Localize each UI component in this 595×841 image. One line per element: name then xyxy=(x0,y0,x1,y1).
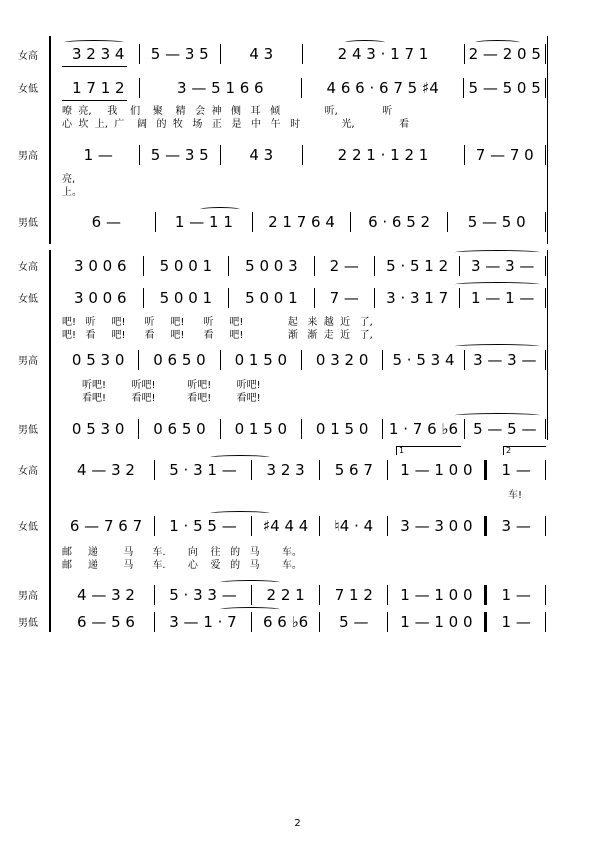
slur xyxy=(200,207,240,212)
lyric-line-1: 邮 递 马 车. 向 往 的 马 车。 xyxy=(62,547,302,558)
measure: 5 · 5 3 4 xyxy=(392,351,455,369)
volta-bracket-1: 1 xyxy=(396,446,461,455)
measure: 6 — xyxy=(91,213,121,231)
voice-label-tenor: 男高 xyxy=(18,151,38,162)
measure: 6 · 6 5 2 xyxy=(368,213,431,231)
lyric-line-1: 嘹 亮, 我 们 聚 精 会 神 侧 耳 倾 听, 听 xyxy=(62,106,393,117)
staff-tenor xyxy=(58,350,546,370)
tenor-lyric-2: 上。 xyxy=(62,187,82,198)
measure: 1 · 7 6 ♭6 xyxy=(388,420,459,438)
measure: 0 1 5 0 xyxy=(315,420,369,438)
measure: 0 1 5 0 xyxy=(234,420,288,438)
lyric-line-2: 吧! 看 吧! 看 吧! 看 吧! 渐 渐 走 近 了, xyxy=(62,330,373,341)
staff-tenor xyxy=(58,145,546,165)
lyric-line-1: 吧! 听 吧! 听 吧! 听 吧! 起 来 越 近 了, xyxy=(62,317,373,328)
measure: 6 6 ♭6 xyxy=(262,613,309,631)
measure: 1 — xyxy=(501,613,531,631)
tenor-lyric-1: 亮, xyxy=(62,174,76,185)
measure: 3 — 3 0 0 xyxy=(400,517,473,535)
measure: 1 — 1 — xyxy=(471,289,535,307)
slur xyxy=(64,40,124,45)
measure: 5 · 3 1 — xyxy=(169,461,237,479)
measure: 0 3 2 0 xyxy=(315,351,369,369)
slur xyxy=(220,580,280,585)
measure: 5 6 7 xyxy=(334,461,373,479)
slur xyxy=(345,40,385,45)
measure: ♯4 4 4 xyxy=(262,517,309,535)
measure: 1 7 1 2 xyxy=(72,79,125,97)
measure: 5 — 3 5 xyxy=(150,146,209,164)
voice-label-soprano: 女高 xyxy=(18,262,38,273)
voice-label-bass: 男低 xyxy=(18,618,38,629)
measure: 2 — xyxy=(329,257,359,275)
measure: 7 — xyxy=(329,289,359,307)
measure: 3 · 3 1 7 xyxy=(386,289,449,307)
measure: 5 0 0 1 xyxy=(159,289,213,307)
slur xyxy=(210,511,270,516)
page-number: 2 xyxy=(294,818,301,829)
measure: 3 2 3 xyxy=(266,461,305,479)
measure: 0 1 5 0 xyxy=(234,351,288,369)
measure: 1 — xyxy=(501,461,531,479)
voice-label-tenor: 男高 xyxy=(18,591,38,602)
measure: 3 2 3 4 xyxy=(72,45,125,63)
measure: 4 6 6 · 6 7 5 ♯4 xyxy=(326,79,439,97)
soprano-lyric: 车! xyxy=(508,490,523,501)
slur xyxy=(475,40,520,45)
volta-bracket-2: 2 xyxy=(503,446,546,455)
lyric-line-2: 心 坎 上, 广 阔 的 牧 场 正 是 中 午 时 光, 看 xyxy=(62,119,410,130)
measure: 3 — xyxy=(501,517,531,535)
slur xyxy=(210,455,270,460)
slur xyxy=(455,282,540,287)
slur xyxy=(455,250,540,255)
staff-soprano xyxy=(58,44,546,64)
measure: 2 1 7 6 4 xyxy=(268,213,335,231)
measure: 3 — 5 1 6 6 xyxy=(177,79,264,97)
beam-line xyxy=(62,66,127,67)
measure: 5 — xyxy=(339,613,369,631)
measure: 7 1 2 xyxy=(334,586,373,604)
voice-label-bass: 男低 xyxy=(18,218,38,229)
measure: 7 — 7 0 xyxy=(475,146,534,164)
lyric-line-2: 邮 递 马 车. 心 爱 的 马 车。 xyxy=(62,560,302,571)
measure: 6 — 5 6 xyxy=(77,613,135,631)
measure: 5 — 5 0 5 xyxy=(468,79,541,97)
staff-bass xyxy=(58,212,546,232)
measure: ♮4 · 4 xyxy=(334,517,374,535)
measure: 3 0 0 6 xyxy=(74,289,127,307)
staff-soprano xyxy=(58,256,546,276)
staff-bass xyxy=(58,419,546,439)
voice-label-alto: 女低 xyxy=(18,294,38,305)
staff-tenor xyxy=(58,585,546,605)
measure: 3 — 3 — xyxy=(473,351,537,369)
measure: 0 6 5 0 xyxy=(153,351,206,369)
measure: 3 — 3 — xyxy=(471,257,535,275)
staff-alto xyxy=(58,78,546,98)
measure: 1 — 1 0 0 xyxy=(400,461,473,479)
measure: 5 · 3 3 — xyxy=(169,586,237,604)
measure: 1 · 5 5 — xyxy=(169,517,237,535)
beam-line xyxy=(62,100,127,101)
system-brace xyxy=(49,250,51,440)
measure: 5 — 3 5 xyxy=(150,45,209,63)
measure: 5 — 5 — xyxy=(473,420,537,438)
voice-label-tenor: 男高 xyxy=(18,356,38,367)
measure: 4 3 xyxy=(249,45,274,63)
measure: 2 — 2 0 5 xyxy=(468,45,541,63)
slur xyxy=(455,413,540,418)
staff-alto xyxy=(58,288,546,308)
measure: 2 4 3 · 1 7 1 xyxy=(337,45,429,63)
voice-label-alto: 女低 xyxy=(18,522,38,533)
staff-alto xyxy=(58,516,546,536)
voice-label-soprano: 女高 xyxy=(18,466,38,477)
tenor-lyric-1: 听吧! 听吧! 听吧! 听吧! xyxy=(82,380,261,391)
measure: 5 0 0 1 xyxy=(159,257,213,275)
measure: 3 — 1 · 7 xyxy=(169,613,237,631)
measure: 6 — 7 6 7 xyxy=(69,517,143,535)
voice-label-alto: 女低 xyxy=(18,84,38,95)
measure: 2 2 1 xyxy=(266,586,305,604)
measure: 1 — 1 0 0 xyxy=(400,586,473,604)
measure: 1 — 1 1 xyxy=(174,213,233,231)
measure: 1 — 1 0 0 xyxy=(400,613,473,631)
system-end-line xyxy=(547,250,548,440)
measure: 2 2 1 · 1 2 1 xyxy=(337,146,429,164)
slur xyxy=(455,344,540,349)
system-brace xyxy=(49,432,51,632)
measure: 3 0 0 6 xyxy=(74,257,127,275)
voice-label-bass: 男低 xyxy=(18,425,38,436)
measure: 0 5 3 0 xyxy=(71,420,125,438)
staff-soprano xyxy=(58,460,546,480)
measure: 5 0 0 1 xyxy=(245,289,298,307)
measure: 5 — 5 0 xyxy=(467,213,526,231)
tenor-lyric-2: 看吧! 看吧! 看吧! 看吧! xyxy=(82,393,261,404)
measure: 5 · 5 1 2 xyxy=(386,257,449,275)
measure: 4 — 3 2 xyxy=(77,461,135,479)
slur xyxy=(220,607,280,612)
measure: 1 — xyxy=(83,146,113,164)
voice-label-soprano: 女高 xyxy=(18,51,38,62)
measure: 0 6 5 0 xyxy=(153,420,206,438)
measure: 0 5 3 0 xyxy=(71,351,125,369)
system-brace xyxy=(49,36,51,244)
measure: 1 — xyxy=(501,586,531,604)
staff-bass xyxy=(58,612,546,632)
system-end-line xyxy=(547,36,548,244)
measure: 4 — 3 2 xyxy=(77,586,135,604)
measure: 4 3 xyxy=(249,146,274,164)
measure: 5 0 0 3 xyxy=(245,257,298,275)
